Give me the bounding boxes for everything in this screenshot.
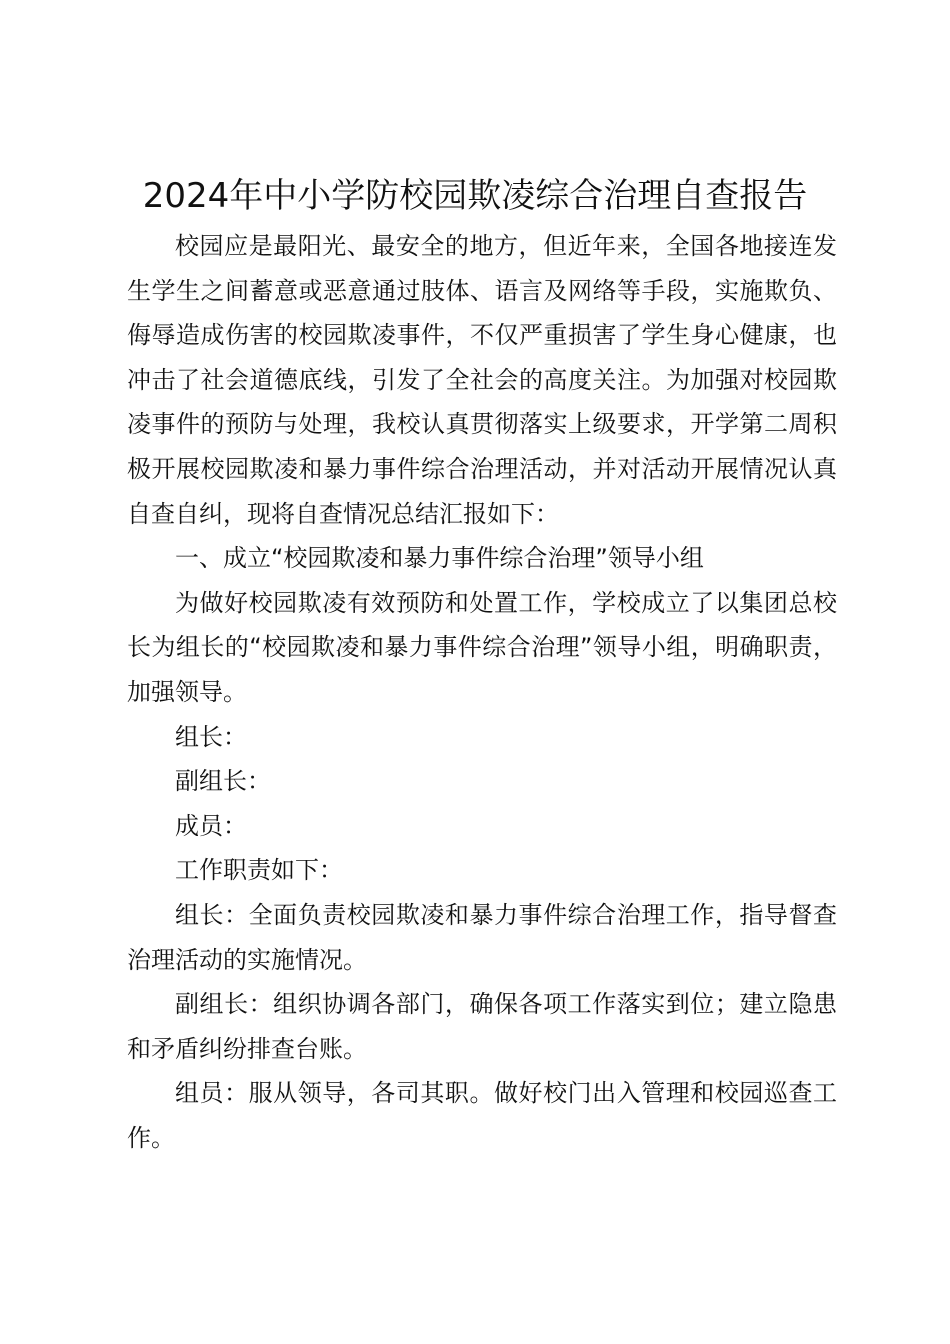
section-heading-leadership-group: 一、成立“校园欺凌和暴力事件综合治理”领导小组 [175,544,704,573]
duties-heading: 工作职责如下： [175,856,343,885]
leader-duty-paragraph: 组长：全面负责校园欺凌和暴力事件综合治理工作，指导督查治理活动的实施情况。 [127,900,837,974]
leadership-group-paragraph: 为做好校园欺凌有效预防和处置工作，学校成立了以集团总校长为组长的“校园欺凌和暴力事件综合治理”领导小组，明确职责，加强领导。 [127,588,837,706]
document-title: 2024年中小学防校园欺凌综合治理自查报告 [142,176,808,216]
deputy-leader-line: 副组长： [175,767,271,796]
member-duty-paragraph: 组员：服从领导，各司其职。做好校门出入管理和校园巡查工作。 [127,1079,837,1152]
deputy-duty-paragraph: 副组长：组织协调各部门，确保各项工作落实到位；建立隐患和矛盾纠纷排查台账。 [127,990,837,1063]
document-body [127,224,837,1160]
group-leader-line: 组长： [175,722,247,751]
intro-paragraph: 校园应是最阳光、最安全的地方，但近年来，全国各地接连发生学生之间蓄意或恶意通过肢体、语言及网络等手段，实施欺负、侮辱造成伤害的校园欺凌事件，不仅严重损害了学生身心健康，也冲击了社会道德底线，引发了全社会的高度关注。为加强对校园欺凌事件的预防与处理，我校认真贯彻落实上级要求，开学第二周积极开展校园欺凌和暴力事件综合治理活动，并对活动开展情况认真自查自纠，现将自查情况总结汇报如下： [127,232,837,528]
members-line: 成员： [175,811,247,840]
